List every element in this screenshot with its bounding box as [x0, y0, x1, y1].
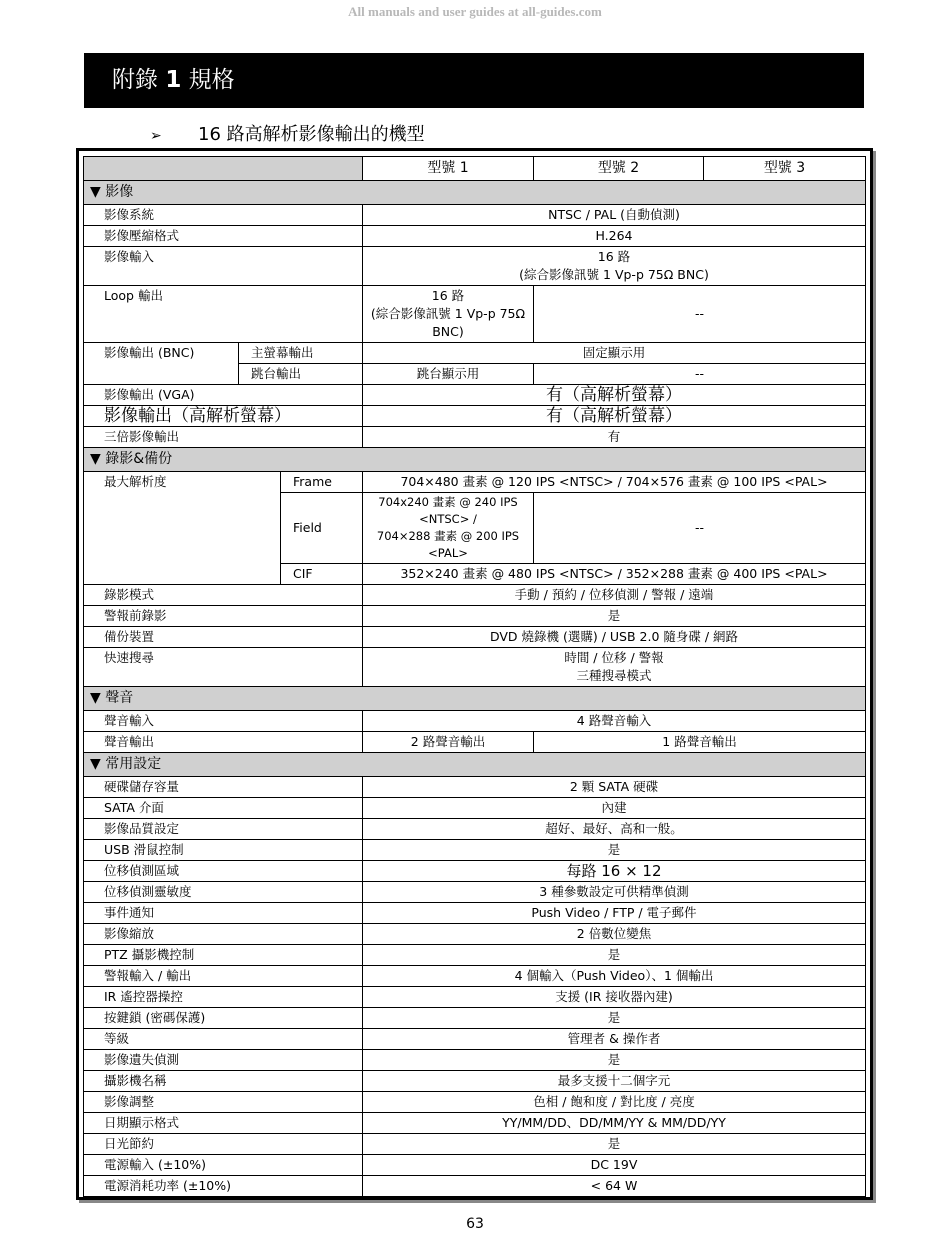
model-1-value: [363, 286, 534, 343]
row-label: 錄影模式: [84, 585, 363, 606]
section-heading: [150, 121, 425, 150]
row-label: 電源輸入 (±10%): [84, 1155, 363, 1176]
row-value: 色相 / 飽和度 / 對比度 / 亮度: [363, 1092, 866, 1113]
row-label: 影像輸入: [84, 247, 363, 286]
row-label: 日光節約: [84, 1134, 363, 1155]
value-line: 16 路: [431, 288, 465, 303]
row-label: 影像系統: [84, 205, 363, 226]
row-label: 事件通知: [84, 903, 363, 924]
section-label: ▼ 常用設定: [84, 753, 866, 777]
table-row: [84, 472, 866, 493]
row-label: 硬碟儲存容量: [84, 777, 363, 798]
row-value: 704×480 畫素 @ 120 IPS <NTSC> / 704×576 畫素 @ 100 IPS <PAL>: [363, 472, 866, 493]
section-row-general: [84, 753, 866, 777]
row-label: 聲音輸出: [84, 732, 363, 753]
row-value: 每路 16 × 12: [363, 861, 866, 882]
table-row: [84, 1029, 866, 1050]
model-2-header: 型號 2: [534, 157, 704, 181]
section-label: ▼ 聲音: [84, 687, 866, 711]
table-row: [84, 1155, 866, 1176]
table-row: [84, 966, 866, 987]
row-value: 有: [363, 427, 866, 448]
table-row: [84, 1008, 866, 1029]
row-value: 有（高解析螢幕）: [363, 406, 866, 427]
table-row: [84, 627, 866, 648]
section-row-audio: [84, 687, 866, 711]
value-line: <PAL>: [428, 546, 468, 560]
table-row: [84, 732, 866, 753]
row-label: 聲音輸入: [84, 711, 363, 732]
value-line: 16 路: [597, 249, 631, 264]
table-row: [84, 987, 866, 1008]
table-row: [84, 903, 866, 924]
row-value: Push Video / FTP / 電子郵件: [363, 903, 866, 924]
table-row: [84, 247, 866, 286]
sub-label: CIF: [281, 564, 363, 585]
row-value: [363, 247, 866, 286]
title-number: 1: [165, 67, 182, 93]
table-row: [84, 924, 866, 945]
table-row: [84, 427, 866, 448]
row-label: 位移偵測靈敏度: [84, 882, 363, 903]
row-label: 等級: [84, 1029, 363, 1050]
row-label: 影像遺失偵測: [84, 1050, 363, 1071]
model-3-header: 型號 3: [704, 157, 866, 181]
value-line: 三種搜尋模式: [576, 668, 652, 683]
arrow-bullet-icon: ➢: [150, 128, 162, 144]
row-value: 最多支援十二個字元: [363, 1071, 866, 1092]
row-value: H.264: [363, 226, 866, 247]
row-value: 4 路聲音輸入: [363, 711, 866, 732]
table-row: [84, 1113, 866, 1134]
row-label: 位移偵測區域: [84, 861, 363, 882]
table-row: [84, 798, 866, 819]
section-row-recording: [84, 448, 866, 472]
row-label: 影像輸出（高解析螢幕）: [84, 406, 363, 427]
row-value: [363, 648, 866, 687]
row-value: 是: [363, 1008, 866, 1029]
row-value: 固定顯示用: [363, 343, 866, 364]
value-line: <NTSC> /: [419, 512, 477, 526]
table-row: [84, 606, 866, 627]
model-1-header: 型號 1: [363, 157, 534, 181]
row-label: 影像輸出 (BNC): [84, 343, 239, 385]
page-number: 63: [466, 1216, 484, 1232]
row-label: 備份裝置: [84, 627, 363, 648]
table-row: [84, 648, 866, 687]
sub-label: 主螢幕輸出: [239, 343, 363, 364]
header-blank-cell: [84, 157, 363, 181]
row-value: 超好、最好、高和一般。: [363, 819, 866, 840]
table-row: [84, 777, 866, 798]
row-label: 影像縮放: [84, 924, 363, 945]
sub-label: Frame: [281, 472, 363, 493]
other-models-value: --: [534, 286, 866, 343]
row-label: SATA 介面: [84, 798, 363, 819]
table-row: [84, 1050, 866, 1071]
section-label: ▼ 錄影&備份: [84, 448, 866, 472]
row-value: 2 倍數位變焦: [363, 924, 866, 945]
row-label: 快速搜尋: [84, 648, 363, 687]
value-line: (綜合影像訊號 1 Vp-p 75Ω BNC): [519, 267, 709, 282]
table-row: [84, 1134, 866, 1155]
row-label: 日期顯示格式: [84, 1113, 363, 1134]
table-row: [84, 1176, 866, 1197]
row-value: 管理者 & 操作者: [363, 1029, 866, 1050]
table-row: [84, 585, 866, 606]
row-value: 是: [363, 1050, 866, 1071]
value-line: (綜合影像訊號 1 Vp-p 75Ω: [370, 306, 526, 321]
header-row: [84, 157, 866, 181]
value-line: 時間 / 位移 / 警報: [564, 650, 664, 665]
row-label: 警報前錄影: [84, 606, 363, 627]
other-models-value: --: [534, 493, 866, 564]
row-label: 影像輸出 (VGA): [84, 385, 363, 406]
row-label: IR 遙控器操控: [84, 987, 363, 1008]
section-row-video: [84, 181, 866, 205]
value-line: 704×288 畫素 @ 200 IPS: [376, 529, 520, 543]
table-row: [84, 711, 866, 732]
table-row: [84, 819, 866, 840]
watermark: All manuals and user guides at all-guides.com: [348, 4, 602, 19]
row-value: 內建: [363, 798, 866, 819]
table-row: [84, 343, 866, 364]
value-line: 704x240 畫素 @ 240 IPS: [378, 495, 518, 509]
row-value: NTSC / PAL (自動偵測): [363, 205, 866, 226]
row-value: 2 顆 SATA 硬碟: [363, 777, 866, 798]
model-1-value: 2 路聲音輸出: [363, 732, 534, 753]
other-models-value: --: [534, 364, 866, 385]
appendix-title-bar: [84, 53, 864, 108]
row-value: 是: [363, 840, 866, 861]
table-row: [84, 406, 866, 427]
title-prefix: 附錄: [112, 67, 166, 93]
row-value: 是: [363, 945, 866, 966]
row-value: 4 個輸入（Push Video）、1 個輸出: [363, 966, 866, 987]
row-label: USB 滑鼠控制: [84, 840, 363, 861]
row-label: 攝影機名稱: [84, 1071, 363, 1092]
table-row: [84, 385, 866, 406]
sub-label: Field: [281, 493, 363, 564]
table-row: [84, 882, 866, 903]
row-label: 影像壓縮格式: [84, 226, 363, 247]
row-value: 是: [363, 606, 866, 627]
row-label: 最大解析度: [84, 472, 281, 585]
row-label: 電源消耗功率 (±10%): [84, 1176, 363, 1197]
table-row: [84, 945, 866, 966]
row-label: 影像品質設定: [84, 819, 363, 840]
row-label: 影像調整: [84, 1092, 363, 1113]
other-models-value: 1 路聲音輸出: [534, 732, 866, 753]
row-label: 按鍵鎖 (密碼保護): [84, 1008, 363, 1029]
row-label: 警報輸入 / 輸出: [84, 966, 363, 987]
title-suffix: 規格: [181, 67, 235, 93]
table-row: [84, 840, 866, 861]
row-value: 支援 (IR 接收器內建): [363, 987, 866, 1008]
table-row: [84, 861, 866, 882]
table-row: [84, 226, 866, 247]
row-value: 352×240 畫素 @ 480 IPS <NTSC> / 352×288 畫素 @ 400 IPS <PAL>: [363, 564, 866, 585]
value-line: BNC): [432, 324, 464, 339]
row-value: 是: [363, 1134, 866, 1155]
sub-label: 跳台輸出: [239, 364, 363, 385]
row-label: 三倍影像輸出: [84, 427, 363, 448]
row-value: 手動 / 預約 / 位移偵測 / 警報 / 遠端: [363, 585, 866, 606]
row-label: Loop 輸出: [84, 286, 363, 343]
row-value: DVD 燒錄機 (選購) / USB 2.0 隨身碟 / 網路: [363, 627, 866, 648]
table-row: [84, 286, 866, 343]
table-row: [84, 1092, 866, 1113]
section-title: 16 路高解析影像輸出的機型: [198, 124, 425, 145]
section-label: ▼ 影像: [84, 181, 866, 205]
row-value: < 64 W: [363, 1176, 866, 1197]
row-label: PTZ 攝影機控制: [84, 945, 363, 966]
spec-table: [83, 156, 866, 1197]
table-row: [84, 205, 866, 226]
table-row: [84, 1071, 866, 1092]
row-value: 3 種參數設定可供精準偵測: [363, 882, 866, 903]
row-value: YY/MM/DD、DD/MM/YY & MM/DD/YY: [363, 1113, 866, 1134]
row-value: 有（高解析螢幕）: [363, 385, 866, 406]
model-1-value: [363, 493, 534, 564]
model-1-value: 跳台顯示用: [363, 364, 534, 385]
row-value: DC 19V: [363, 1155, 866, 1176]
